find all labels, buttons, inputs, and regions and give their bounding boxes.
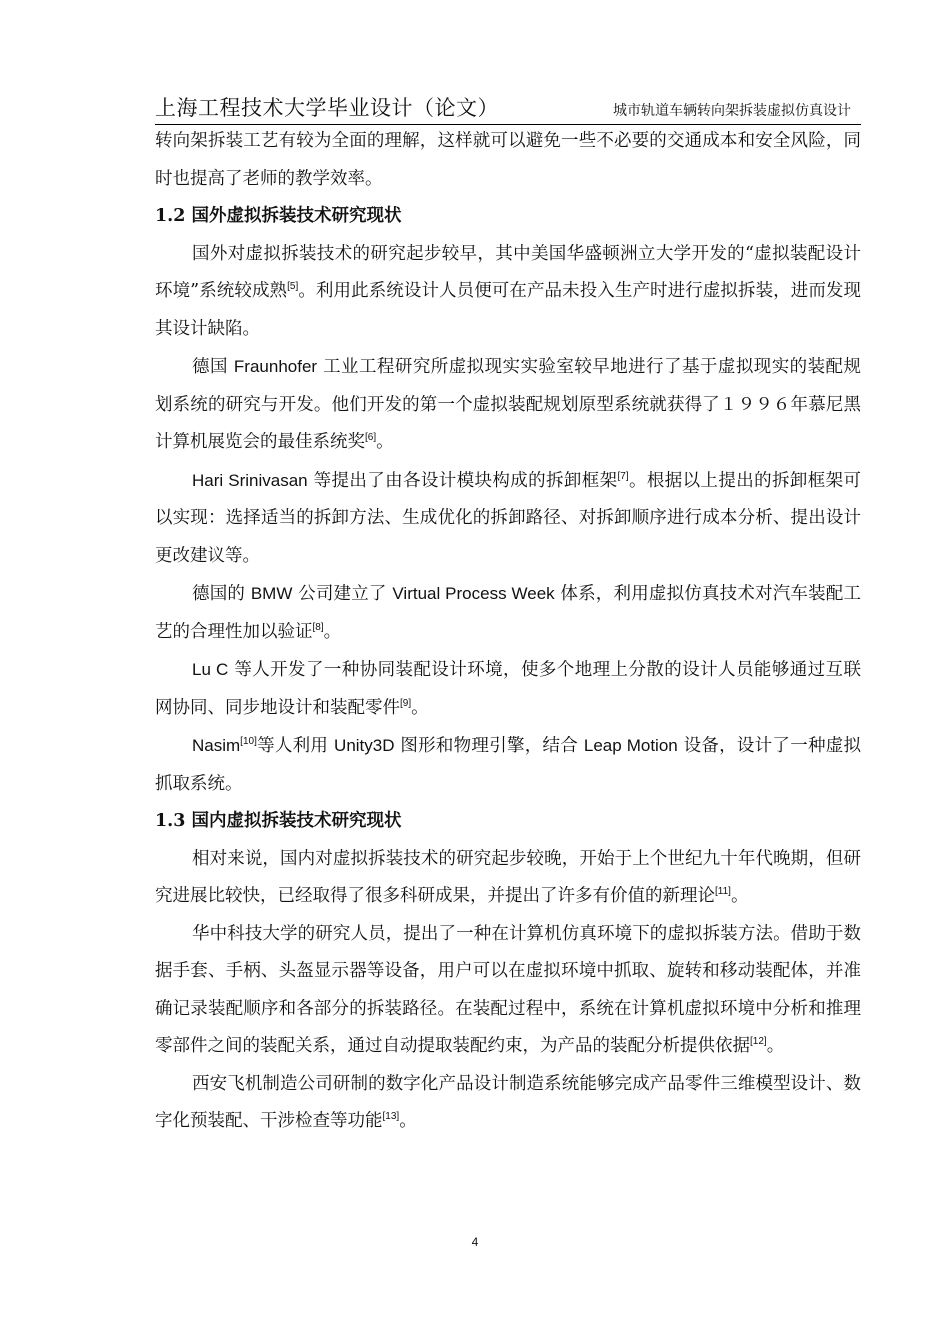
citation-ref[interactable]: [8] xyxy=(312,621,324,633)
citation-ref[interactable]: [12] xyxy=(750,1036,767,1048)
citation-ref[interactable]: [10] xyxy=(240,736,257,748)
paragraph-nasim: Nasim[10]等人利用 Unity3D 图形和物理引擎，结合 Leap Motion 设备，设计了一种虚拟抓取系统。 xyxy=(155,736,861,794)
section-heading-1-3: 1.3 国内虚拟拆装技术研究现状 xyxy=(155,811,402,831)
paragraph-luc: Lu C 等人开发了一种协同装配设计环境，使多个地理上分散的设计人员能够通过互联网协同、同步地设计和装配零件[9]。 xyxy=(155,660,861,718)
citation-ref[interactable]: [9] xyxy=(400,697,412,709)
document-body xyxy=(155,123,861,1141)
page-number: 4 xyxy=(471,1235,479,1249)
paragraph-xian-aircraft: 西安飞机制造公司研制的数字化产品设计制造系统能够完成产品零件三维模型设计、数字化预装配、干涉检查等功能[13]。 xyxy=(155,1073,861,1131)
citation-ref[interactable]: [5] xyxy=(287,281,299,293)
citation-ref[interactable]: [11] xyxy=(715,886,731,898)
header-school-title: 上海工程技术大学毕业设计（论文） xyxy=(155,96,499,120)
page-header xyxy=(155,92,861,125)
paragraph-fraunhofer: 德国 Fraunhofer 工业工程研究所虚拟现实实验室较早地进行了基于虚拟现实的装配规划系统的研究与开发。他们开发的第一个虚拟装配规划原型系统就获得了１９９６年慕尼黑计算机展览会的最佳系统奖[6]。 xyxy=(155,357,861,452)
citation-ref[interactable]: [13] xyxy=(382,1111,400,1123)
paragraph-continuation: 转向架拆装工艺有较为全面的理解，这样就可以避免一些不必要的交通成本和安全风险，同时也提高了老师的教学效率。 xyxy=(155,131,861,189)
paragraph-domestic-overview: 相对来说，国内对虚拟拆装技术的研究起步较晚，开始于上个世纪九十年代晚期，但研究进展比较快，已经取得了很多科研成果，并提出了许多有价值的新理论[11]。 xyxy=(155,848,861,906)
section-heading-1-2: 1.2 国外虚拟拆装技术研究现状 xyxy=(155,206,402,226)
paragraph-bmw: 德国的 BMW 公司建立了 Virtual Process Week 体系，利用虚拟仿真技术对汽车装配工艺的合理性加以验证[8]。 xyxy=(155,584,861,642)
paragraph-srinivasan: Hari Srinivasan 等提出了由各设计模块构成的拆卸框架[7]。根据以上提出的拆卸框架可以实现：选择适当的拆卸方法、生成优化的拆卸路径、对拆卸顺序进行成本分析、提出设计更改建议等。 xyxy=(155,470,861,566)
paragraph-vade: 国外对虚拟拆装技术的研究起步较早，其中美国华盛顿洲立大学开发的“虚拟装配设计环境”系统较成熟[5]。利用此系统设计人员便可在产品未投入生产时进行虚拟拆装，进而发现其设计缺陷。 xyxy=(155,243,862,339)
paragraph-hust: 华中科技大学的研究人员，提出了一种在计算机仿真环境下的虚拟拆装方法。借助于数据手套、手柄、头盔显示器等设备，用户可以在虚拟环境中抓取、旋转和移动装配体，并准确记录装配顺序和各部分的拆装路径。在装配过程中，系统在计算机虚拟环境中分析和推理零部件之间的装配关系，通过自动提取装配约束，为产品的装配分析提供依据[12]。 xyxy=(155,923,861,1056)
citation-ref[interactable]: [7] xyxy=(617,470,629,482)
header-thesis-title: 城市轨道车辆转向架拆装虚拟仿真设计 xyxy=(613,103,851,119)
citation-ref[interactable]: [6] xyxy=(365,432,377,444)
